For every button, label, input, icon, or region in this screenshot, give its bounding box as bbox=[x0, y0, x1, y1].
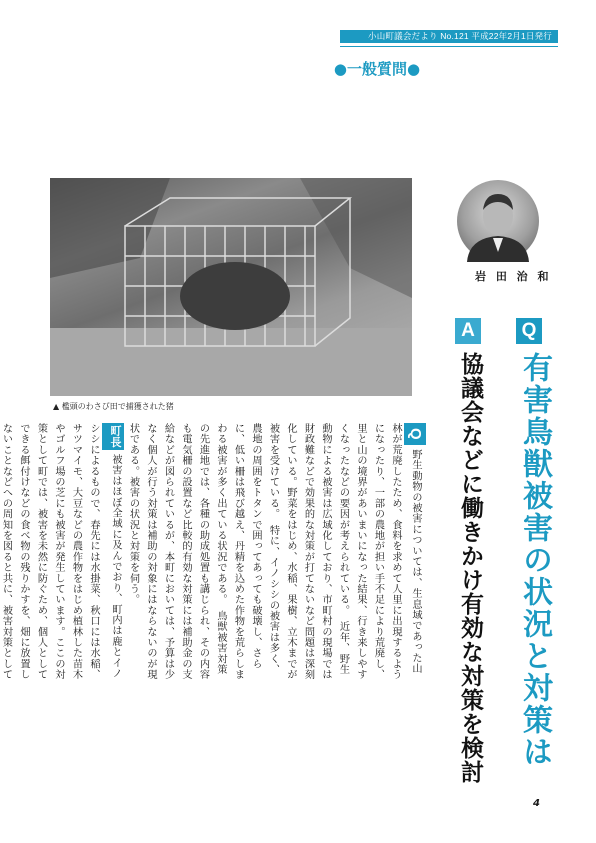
person-photo bbox=[457, 180, 539, 262]
publication-header: 小山町議会だより No.121 平成22年2月1日発行 bbox=[340, 30, 558, 43]
photo-caption: ▲ 檻頭のわさび田で捕獲された猪 bbox=[53, 402, 174, 411]
boar-in-cage-image bbox=[50, 178, 412, 396]
answer-marker-mayor: 町長 bbox=[102, 423, 124, 450]
question-title: 有害鳥獣被害の状況と対策は bbox=[517, 352, 552, 768]
member-portrait bbox=[457, 180, 539, 262]
section-label: ●一般質問● bbox=[333, 60, 421, 78]
question-text: 野生動物の被害については、生息域であった山林が荒廃したため、食料を求めて人里に出現するようになったり、一部の農地が担い手不足により荒廃し、里と山の境界があいまいになった結果、行き来しやすくなったなどの要因が考えられている。 近年、野生動物による被害は広域化しており、市町村の現場では財政難などで効果的な対策が打てないなど問題は深刻化している。野菜をはじめ、水稲、果樹、立木までが被害を受けている。 特に、イノシシの被害は多く、農地の周囲をトタンで囲ってあっても破壊し、さらに、低い柵は飛び越え、丹精を込めた作物を荒らしまわる被害が多く出ている状況である。 鳥獣被害対策の先進地では、各種の助成処置も講じられ、その内容も電気柵の設置など比較的有効な対策には補助金の支給などが図られているが、本町においては、予算は少なく個人が行う対策は補助の対象にはならないのが現状である。被害の状況と対策を伺う。 bbox=[127, 423, 421, 680]
article-body bbox=[0, 423, 426, 683]
header-rule bbox=[340, 46, 558, 47]
page-number: 4 bbox=[533, 798, 540, 809]
question-marker: Q bbox=[404, 423, 426, 445]
answer-text: 被害はほぼ全域に及んでおり、町内は鹿とイノシシによるもので、春先には水掛菜、秋口には水稲、サツマイモ、大豆などの農作物をはじめ植林した苗木やゴルフ場の芝にも被害が発生しています。ここの対策として町では、被害を未然に防ぐため、個人としてできる餌付けなどの食べ物の残りかすを、畑に放置しないことなどへの周知を図ると共に、被害対策として bbox=[0, 423, 121, 680]
trap-photo bbox=[50, 178, 412, 396]
question-badge: Q bbox=[516, 318, 542, 344]
answer-title: 協議会などに働きかけ有効な対策を検討 bbox=[457, 352, 483, 784]
member-name: 岩 田 治 和 bbox=[475, 270, 552, 283]
answer-badge: A bbox=[455, 318, 481, 344]
